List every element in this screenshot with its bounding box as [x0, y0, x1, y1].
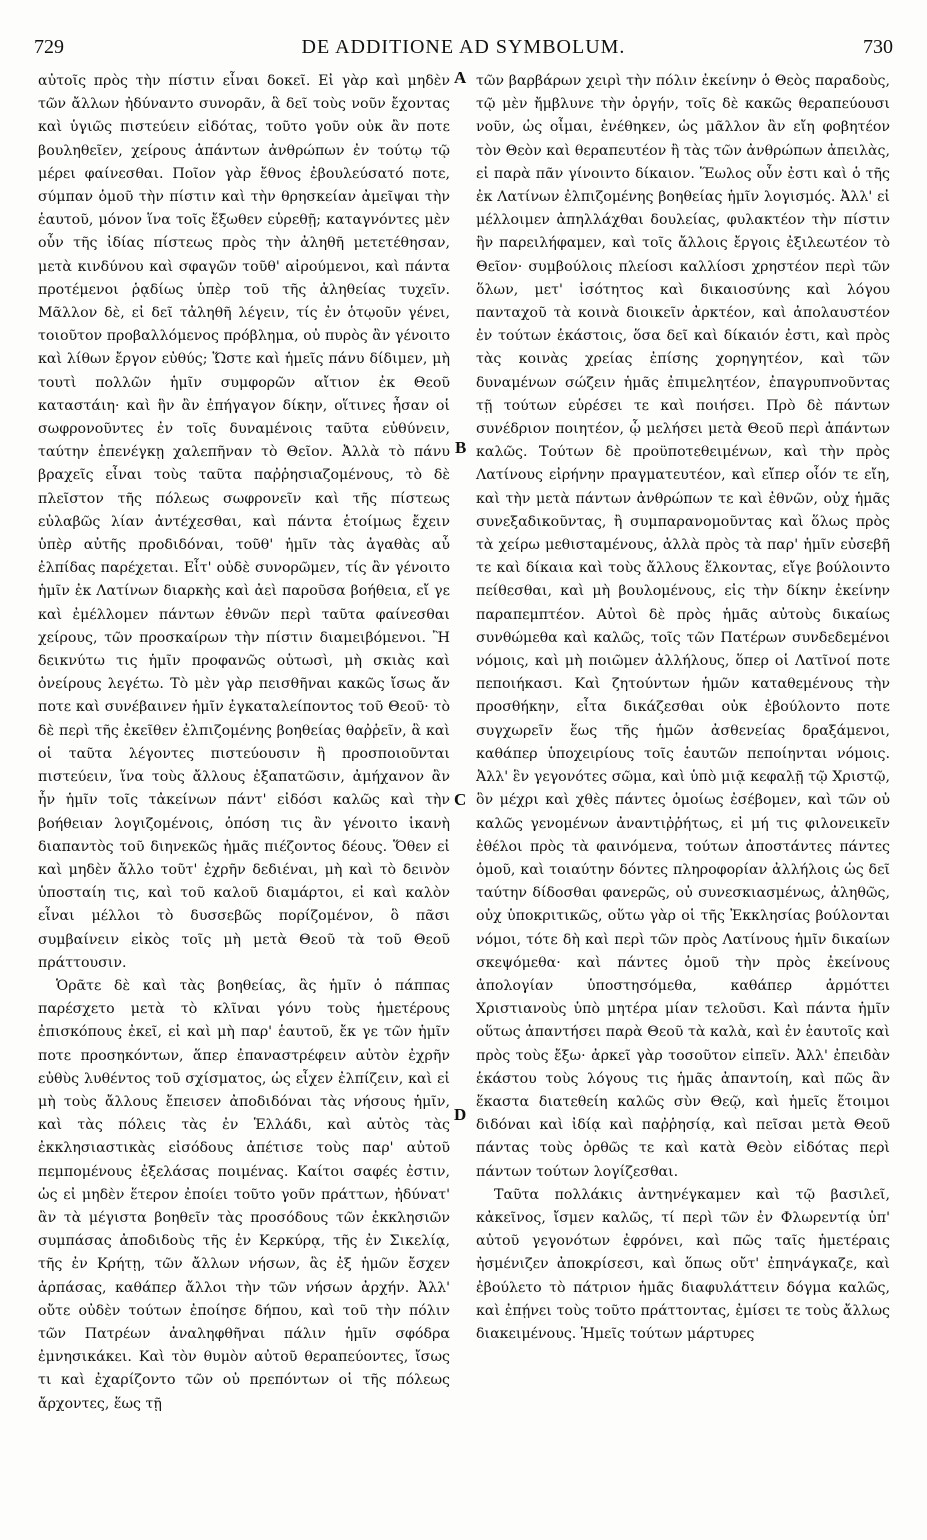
- right-paragraph-2: Ταῦτα πολλάκις ἀντηνέγκαμεν καὶ τῷ βασιλεῖ, κἀκεῖνος, ἴσμεν καλῶς, τί περὶ τῶν ἐν Φλωρεντίᾳ ὑπ' αὐτοῦ γεγονότων ἐφρόνει, καὶ πῶς ταῖς ἡμετέραις ἠσμένιζεν ἀποκρίσεσι, καὶ ὅπως οὔτ' ἐπηνάγκαζε, καὶ ἐβούλετο τὸ πάτριον ἡμᾶς διαφυλάττειν δόγμα καλῶς, καὶ ἐπῄνει τοὺς τοῦτο πράττοντας, ἐμίσει τε τοὺς ἄλλως διακειμένους. Ἡμεῖς τούτων μάρτυρες: [476, 1186, 890, 1342]
- left-paragraph-1: αὐτοῖς πρὸς τὴν πίστιν εἶναι δοκεῖ. Εἰ γὰρ καὶ μηδὲν τῶν ἄλλων ἠδύναντο συνορᾶν, ἃ δεῖ τοὺς νοῦν ἔχοντας καὶ ὑγιῶς πιστεύειν εἰδότας, τοῦτο γοῦν οὐκ ἂν ποτε βουληθεῖεν, χείρους ἁπάντων ἀνθρώπων ἐν τούτῳ τῷ μέρει φαίνεσθαι. Ποῖον γὰρ ἔθνος ἐβουλεύσατό ποτε, σύμπαν ὁμοῦ τὴν πίστιν καὶ τὴν θρησκείαν ἀμεῖψαι τὴν ἑαυτοῦ, μόνον ἵνα τοῖς ἔξωθεν εὑρεθῇ; καταγνόντες μὲν οὖν τῆς ἰδίας πίστεως πρὸς τὴν ἀληθῆ μετετέθησαν, μετὰ κινδύνου καὶ σφαγῶν τοῦθ' αἱρούμενοι, καὶ πάντα προτέμενοι ῥᾳδίως ὑπὲρ τοῦ τῆς ἀληθείας τυχεῖν. Μᾶλλον δὲ, εἰ δεῖ τἀληθῆ λέγειν, τίς ἐν ὁτῳοῦν γένει, τοιοῦτον προβαλλόμενος πρόβλημα, οὐ πυρὸς ἂν γένοιτο καὶ λίθων ἔργον εὐθύς; Ὥστε καὶ ἡμεῖς πάνυ δίδιμεν, μὴ τουτὶ πολλῶν ἡμῖν συμφορῶν αἴτιον ἐκ Θεοῦ καταστάιη· καὶ ἣν ἂν ἐπήγαγον δίκην, οἵτινες ἦσαν οἱ σωφρονοῦντες ἐν τοῖς δυναμένοις ταῦτα εὐθύνειν, ταύτην ἐπενέγκῃ χαλεπῆναν τὸ Θεῖον. Ἀλλὰ τὸ πάνυ βραχεῖς εἶναι τοὺς ταῦτα παῤῥησιαζομένους, τὸ δὲ πλεῖστον τῆς πόλεως σωφρονεῖν καὶ τῆς πίστεως εὐλαβῶς λίαν ἀντέχεσθαι, καὶ πάντα ἑτοίμως ἔχειν ὑπὲρ αὐτῆς προδιδόναι, τοῦθ' ἡμῖν τὰς ἀγαθὰς αὖ ἐλπίδας παρέχεται. Εἶτ' οὐδὲ συνορῶμεν, τίς ἂν γένοιτο ἡμῖν ἐκ Λατίνων διαρκὴς καὶ ἀεὶ παροῦσα βοήθεια, εἴ γε καὶ ἐμέλλομεν πάντων ἐθνῶν περὶ ταῦτα φαίνεσθαι χείρους, τῶν προσκαίρων τὴν πίστιν διαμειβόμενοι. Ἢ δεικνύτω τις ἡμῖν προφανῶς οὑτωσὶ, μὴ σκιὰς καὶ ὀνείρους λεγέτω. Τὸ μὲν γὰρ πεισθῆναι κακῶς ἴσως ἄν ποτε καὶ συνέβαινεν ἡμῖν ἐγκαταλείποντος τοῦ Θεοῦ· τὸ δὲ περὶ τῆς ἐκεῖθεν ἐλπιζομένης βοηθείας θαῤῥεῖν, ἃ καὶ οἱ ταῦτα λέγοντες πιστεύουσιν ἢ προσποιοῦνται πιστεύειν, ἵνα τοὺς ἄλλους ἐξαπατῶσιν, ἀμήχανον ἂν ἦν ἡμῖν τοῖς τἀκείνων πάντ' εἰδόσι καλῶς καὶ τὴν βοήθειαν λογιζομένοις, ὁπόση τις ἂν γένοιτο ἱκανὴ διαπαντὸς τοῦ διηνεκῶς ἡμᾶς πιέζοντος δέους. Ὅθεν εἰ καὶ μηδὲν ἄλλο τοῦτ' ἐχρῆν δεδιέναι, μὴ καὶ τὸ δεινὸν ὑποσταίη τις, καὶ τοῦ καλοῦ διαμάρτοι, εἰ καὶ καλὸν εἶναι μέλλοι τὸ δυσσεβῶς πορίζομένον, ὃ πᾶσι συμβαίνειν εἰκὸς τοῖς μὴ μετὰ Θεοῦ τὰ τοῦ Θεοῦ πράττουσιν.: [38, 73, 450, 971]
- running-header: [0, 36, 927, 66]
- right-page-number: 730: [863, 36, 893, 58]
- right-paragraph-1: τῶν βαρβάρων χειρὶ τὴν πόλιν ἐκείνην ὁ Θεὸς παραδοὺς, τῷ μὲν ἤμβλυνε τὴν ὀργήν, τοῖς δὲ κακῶς θεραπεύουσι νοῦν, ὡς οἶμαι, ἐνέθηκεν, ὡς μᾶλλον ἂν εἴη φοβητέον τὸν Θεὸν καὶ θεραπευτέον ἢ τὰς τῶν ἀνθρώπων ἀπειλὰς, εἰ παρὰ πᾶν γίνοιντο δίκαιον. Ἕωλος οὖν ἐστι καὶ ὁ τῆς ἐκ Λατίνων ἐλπιζομένης βοηθείας ἡμῖν λογισμός. Ἀλλ' εἰ μέλλοιμεν ἀπηλλάχθαι δουλείας, φυλακτέον τὴν πίστιν ἣν παρειλήφαμεν, καὶ τοῖς ἄλλοις ἔργοις ἐξιλεωτέον τὸ Θεῖον· συμβούλοις πλείοσι καλλίοσι χρηστέον περὶ τῶν ὅλων, μετ' ἰσότητος καὶ δικαιοσύνης καὶ λόγου πανταχοῦ τὰ κοινὰ διοικεῖν ἀρκτέον, καὶ ἀπολαυστέον ἐν τούτων ἑκάστοις, ὅσα δεῖ καὶ δίκαιόν ἐστι, καὶ πρὸς τὰς κοινὰς χρείας ἐπίσης χορηγητέον, καὶ τῶν δυναμένων σώζειν ἡμᾶς ἐπιμελητέον, ἐπαγρυπνοῦντας τῇ τούτων εὑρέσει τε καὶ ποιήσει. Πρὸ δὲ πάντων συνέδριον ποιητέον, ᾧ μελήσει μετὰ Θεοῦ περὶ ἁπάντων καλῶς. Τούτων δὲ προϋποτεθειμένων, καὶ τὴν πρὸς Λατίνους εἰρήνην πραγματευτέον, καὶ εἴπερ οἷόν τε εἴη, καὶ τὴν μετὰ πάντων ἀνθρώπων τε καὶ ἐθνῶν, οὐχ ἡμᾶς συνεξαδικοῦντας, ἢ συμπαρανομοῦντας καὶ ὅλως πρὸς τὰ χείρω μεθισταμένους, ἀλλὰ πρὸς τὰ παρ' ἡμῖν εὐσεβῆ τε καὶ δίκαια καὶ τοὺς ἄλλους ἕλκοντας, εἴγε βούλοιντο πείθεσθαι, καὶ μὴ βουλομένους, εἰς τὴν δίκην ἐκείνην παραπεμπτέον. Αὐτοὶ δὲ πρὸς ἡμᾶς αὐτοὺς δικαίως συνθώμεθα καὶ καλῶς, τοῖς τῶν Πατέρων συνδεδεμένοι νόμοις, καὶ μὴ ποιῶμεν ἀλλήλους, ὅπερ οἱ Λατῖνοί ποτε πεποιήκασι. Καὶ ζητούντων ἡμῶν καταθεμένους τὴν προσθήκην, εἶτα δικάζεσθαι οὐκ ἐβούλοντο ποτε συγχωρεῖν ἕως τῆς ἡμῶν ἀσθενείας δραξάμενοι, καθάπερ ὑποχειρίους τοῖς ἑαυτῶν πεποίηνται νόμοις. Ἀλλ' ἓν γεγονότες σῶμα, καὶ ὑπὸ μιᾷ κεφαλῇ τῷ Χριστῷ, ὃν μέχρι καὶ χθὲς πάντες ὁμοίως ἐσέβομεν, καὶ τῶν οὐ καλῶς γενομένων ἀναντιῤῥήτως, εἰ μή τις φιλονεικεῖν ἐθέλοι πρὸς τὰ φαινόμενα, τούτων ἀποστάντες πάντες ὁμοῦ, καὶ τοιαύτην δόντες πληροφορίαν ἀλλήλοις ὡς δεῖ ταύτην δίδοσθαι φανερῶς, οὐ συνεσκιασμένως, ἀληθῶς, οὐχ ὑποκριτικῶς, οὕτω γὰρ οἱ τῆς Ἐκκλησίας βούλονται νόμοι, τότε δὴ καὶ περὶ τῶν πρὸς Λατίνους ἡμῖν δικαίων σκεψόμεθα· καὶ πάντες ὁμοῦ τὴν πρὸς ἐκείνους ἀπολογίαν ὑποστησόμεθα, καθάπερ ἁρμόττει Χριστιανοὺς ὑπὸ μητέρα μίαν τελοῦσι. Καὶ πάντα ἡμῖν οὕτως ἀπαντήσει παρὰ Θεοῦ τὰ καλὰ, καὶ ἐν ἑαυτοῖς καὶ πρὸς τοὺς ἔξω· ἀρκεῖ γὰρ τοσοῦτον εἰπεῖν. Ἀλλ' ἐπειδὰν ἑκάστου τοὺς λόγους τις ἡμᾶς ἀπαντοίη, καὶ πῶς ἂν ἕκαστα διατεθείη καλῶς σὺν Θεῷ, καὶ ἡμεῖς ἕτοιμοι διδόναι καὶ ἰδίᾳ καὶ παῤῥησίᾳ, καὶ πεῖσαι μετὰ Θεοῦ πάντας τοὺς ὀρθῶς τε καὶ κατὰ Θεὸν εἰδότας περὶ πάντων τούτων λογίζεσθαι.: [476, 73, 890, 1180]
- margin-marker-a: A: [454, 68, 467, 87]
- left-page-number: 729: [34, 36, 64, 58]
- running-title: DE ADDITIONE AD SYMBOLUM.: [301, 36, 626, 58]
- right-column: [476, 70, 890, 1346]
- left-column: [38, 70, 450, 1416]
- margin-marker-b: B: [455, 438, 467, 457]
- margin-marker-c: C: [454, 790, 467, 809]
- left-paragraph-2: Ὁρᾶτε δὲ καὶ τὰς βοηθείας, ἃς ἡμῖν ὁ πάππας παρέσχετο μετὰ τὸ κλῖναι γόνυ τοὺς ἡμετέρους ἐπισκόπους ἐκεῖ, εἰ καὶ μὴ παρ' ἑαυτοῦ, ἔκ γε τῶν ἡμῖν ποτε προσηκόντων, ἅπερ ἐπαναστρέφειν αὐτὸν ἐχρῆν εὐθὺς λυθέντος τοῦ σχίσματος, ὡς εἶχεν ἐλπίζειν, καὶ εἰ μὴ τοὺς ἄλλους ἔπεισεν ἀποδιδόναι τὰς νήσους ἡμῖν, καὶ τὰς πόλεις τὰς ἐν Ἑλλάδι, καὶ αὐτὸς τὰς ἐκκλησιαστικὰς εἰσόδους ἀπέτισε τοὺς παρ' αὐτοῦ πεμπομένους ἐξελάσας ποιμένας. Καίτοι σαφές ἐστιν, ὡς εἰ μηδὲν ἕτερον ἐποίει τοῦτο γοῦν πράττων, ἠδύνατ' ἂν τὰ μέγιστα βοηθεῖν τὰς προσόδους τῶν ἐκκλησιῶν συμπάσας ἀποδιδοὺς τῆς ἐν Κερκύρᾳ, τῆς ἐν Σικελίᾳ, τῆς ἐν Κρήτῃ, τῶν ἄλλων νήσων, ἃς ἐξ ἡμῶν ἔσχεν ἁρπάσας, καθάπερ ἄλλοι τὴν τῶν νήσων ἀρχήν. Ἀλλ' οὔτε οὐδὲν τούτων ἐποίησε δήπου, καὶ τοῦ τὴν πόλιν τῶν Πατρέων ἀναληφθῆναι πάλιν ἡμῖν σφόδρα ἐμνησικάκει. Καὶ τὸν θυμὸν αὐτοῦ θεραπεύοντες, ἴσως τι καὶ ἐχαρίζοντο τῶν οὐ πρεπόντων οἱ τῆς πόλεως ἄρχοντες, ἕως τῇ: [38, 977, 450, 1412]
- margin-marker-d: D: [454, 1105, 467, 1124]
